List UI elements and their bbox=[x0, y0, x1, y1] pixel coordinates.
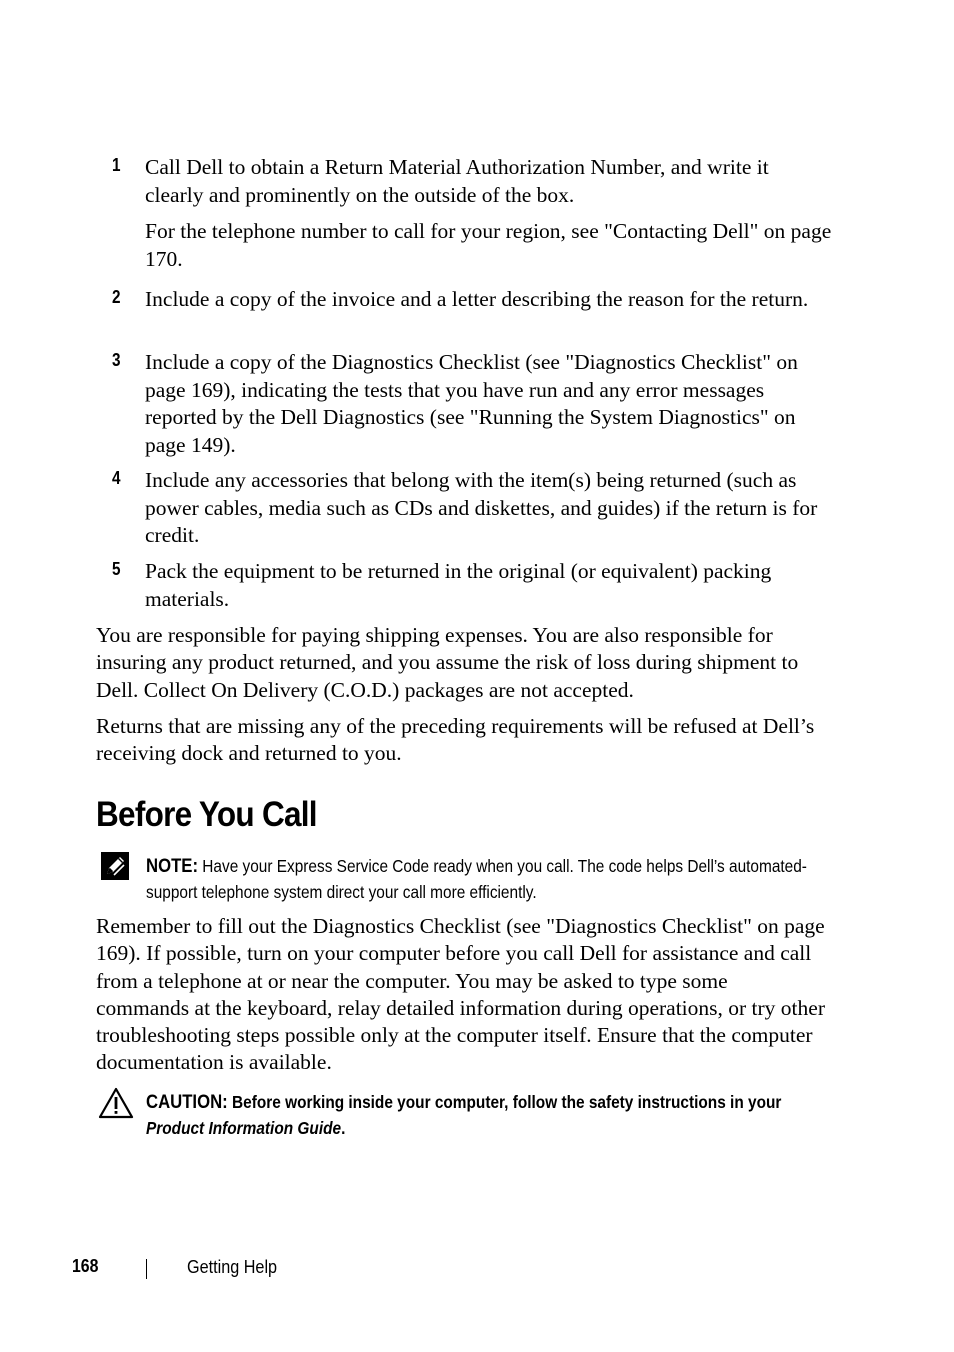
step-3 bbox=[112, 349, 832, 459]
step-1 bbox=[112, 154, 832, 273]
caution-text: Before working inside your computer, follow the safety instructions in your bbox=[232, 1092, 782, 1112]
step-5 bbox=[112, 558, 832, 613]
step-text: Include any accessories that belong with the item(s) being returned (such as power cables, media such as CDs and diskettes, and guides) if the return is for credit. bbox=[145, 468, 818, 547]
step-subtext: For the telephone number to call for your region, see "Contacting Dell" on page 170. bbox=[145, 219, 832, 271]
footer-divider bbox=[146, 1259, 147, 1279]
caution-block bbox=[146, 1090, 846, 1140]
paragraph-responsibility: You are responsible for paying shipping expenses. You are also responsible for insuring any product returned, and you assume the risk of loss during shipment to Dell. Collect On Delivery (C.O.D.) packages are not accepted. bbox=[96, 623, 799, 702]
paragraph-remember: Remember to fill out the Diagnostics Checklist (see "Diagnostics Checklist" on page 169). If possible, turn on your computer before you call Dell for assistance and call from a telephone at or near the computer. You may be asked to type some commands at the keyboard, relay detailed information during operations, or try other troubleshooting steps possible only at the computer itself. Ensure that the computer documentation is available. bbox=[96, 914, 825, 1075]
caution-text-end: . bbox=[341, 1117, 346, 1138]
page-number: 168 bbox=[72, 1256, 99, 1276]
step-text: Include a copy of the invoice and a letter describing the reason for the return. bbox=[145, 287, 809, 311]
note-text: Have your Express Service Code ready when you call. The code helps Dell’s automated-support telephone system direct your call more efficiently. bbox=[146, 856, 807, 902]
step-number: 2 bbox=[112, 287, 121, 307]
paragraph-refusal: Returns that are missing any of the preceding requirements will be refused at Dell’s receiving dock and returned to you. bbox=[96, 714, 815, 766]
step-text: Call Dell to obtain a Return Material Authorization Number, and write it clearly and prominently on the outside of the box. bbox=[145, 155, 769, 207]
step-number: 5 bbox=[112, 559, 121, 579]
step-2 bbox=[112, 286, 832, 314]
note-pencil-icon bbox=[100, 851, 130, 881]
caution-triangle-icon bbox=[98, 1087, 134, 1119]
footer-section-title: Getting Help bbox=[187, 1257, 278, 1277]
section-heading: Before You Call bbox=[96, 795, 317, 834]
step-text: Pack the equipment to be returned in the original (or equivalent) packing materials. bbox=[145, 559, 772, 611]
step-number: 4 bbox=[112, 468, 121, 488]
caution-label: CAUTION: bbox=[146, 1092, 228, 1113]
step-number: 1 bbox=[112, 155, 121, 175]
step-text: Include a copy of the Diagnostics Checklist (see "Diagnostics Checklist" on page 169), indicating the tests that you have run and any error messages reported by the Dell Diagnostics (see "Running the System Diagnostics" on page 149). bbox=[145, 350, 798, 457]
caution-guide-title: Product Information Guide bbox=[146, 1117, 342, 1138]
note-label: NOTE: bbox=[146, 856, 199, 877]
step-4 bbox=[112, 467, 832, 550]
step-number: 3 bbox=[112, 350, 121, 370]
note-block bbox=[146, 854, 846, 904]
